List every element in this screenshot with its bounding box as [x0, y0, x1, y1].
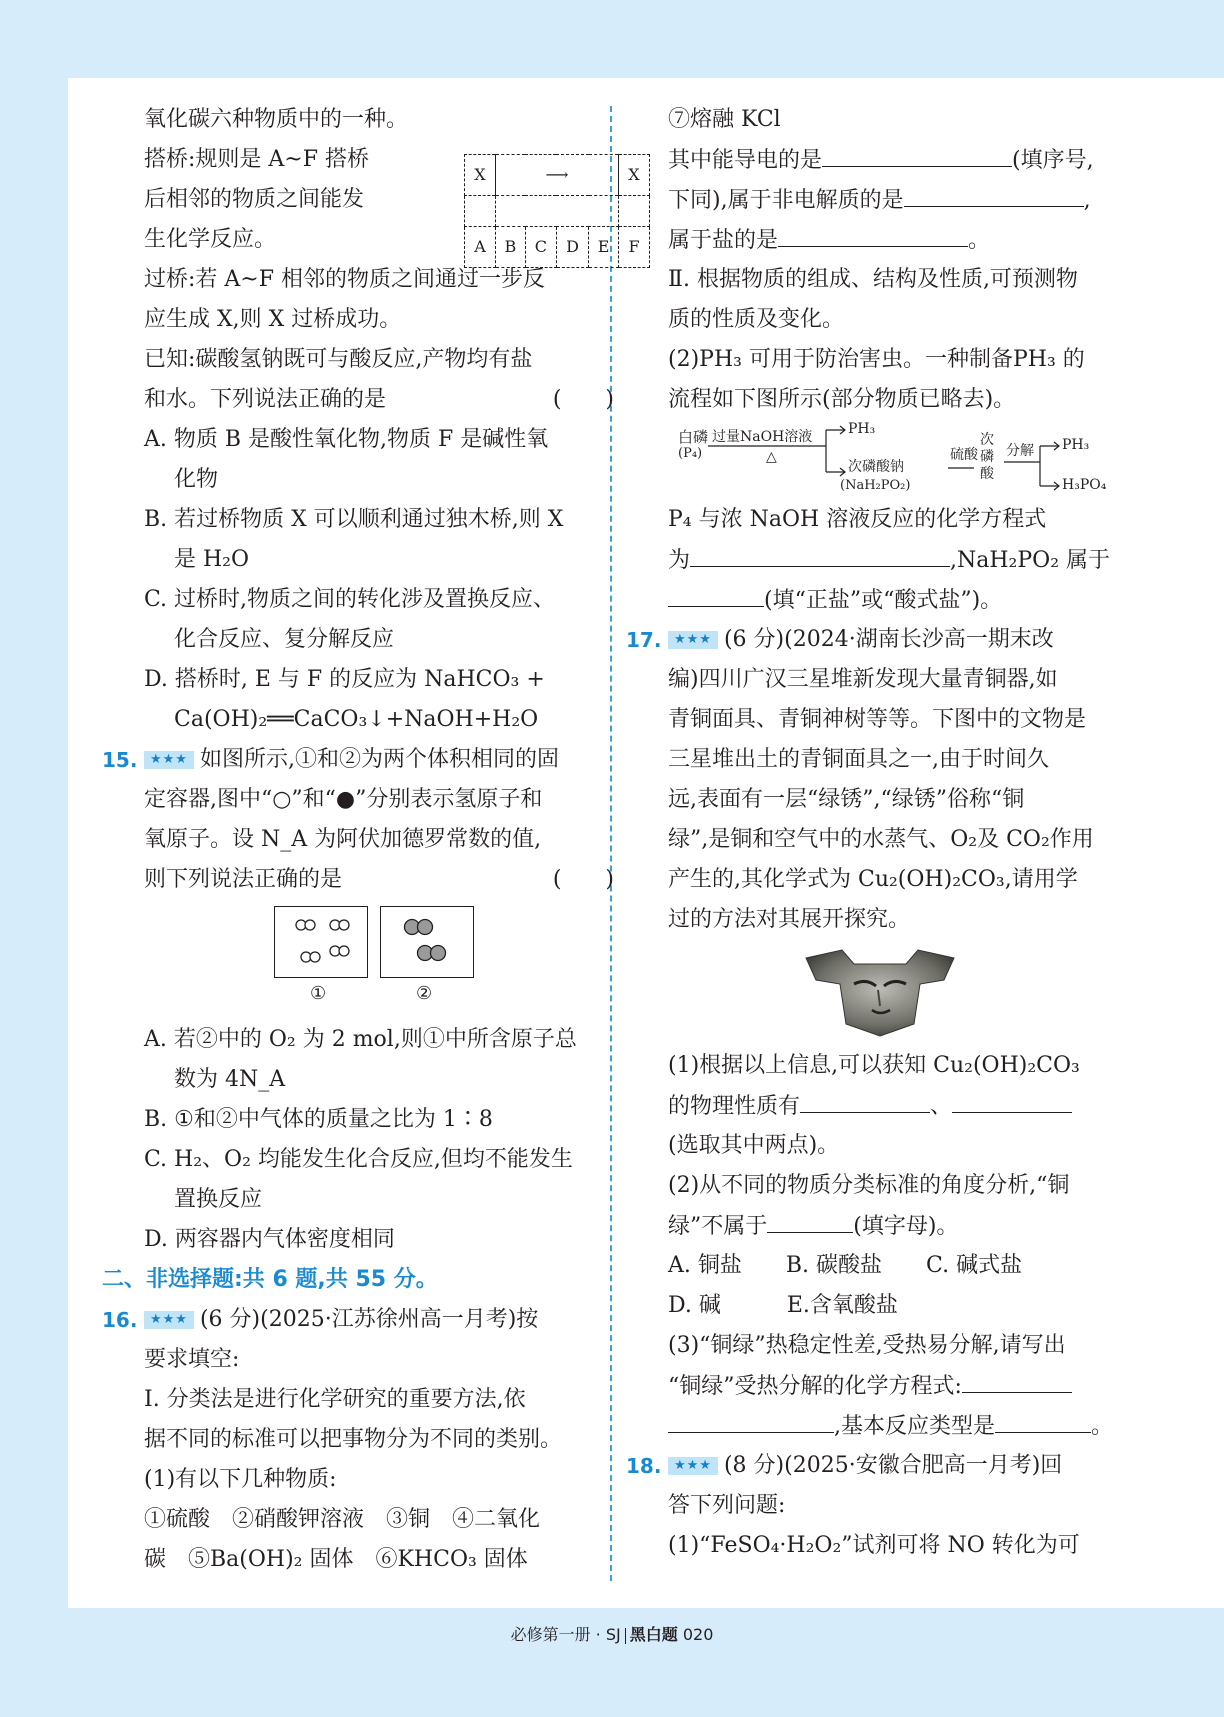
answer-blank[interactable] [690, 540, 950, 567]
difficulty-stars: ★★★ [668, 1457, 718, 1475]
answer-blank[interactable] [995, 1406, 1091, 1433]
bridge-cell: A [465, 227, 496, 268]
question-number: 15. [102, 748, 138, 772]
q18-text: (8 分)(2025·安徽合肥高一月考)回 [723, 1453, 1063, 1478]
answer-blank[interactable] [668, 1406, 834, 1433]
text-line: ⑦熔融 KCl [668, 107, 781, 132]
text-line: 搭桥:规则是 A~F 搭桥 [144, 147, 369, 172]
difficulty-stars: ★★★ [144, 751, 194, 769]
section-heading: 二、非选择题:共 6 题,共 55 分。 [102, 1267, 438, 1292]
question-stem: 则下列说法正确的是 [144, 867, 343, 892]
answer-blank[interactable] [778, 220, 968, 247]
text-line: (1)有以下几种物质: [144, 1467, 337, 1492]
page [68, 78, 1224, 1608]
text-fragment: 。 [1091, 1414, 1114, 1439]
text-line: ①硫酸 ②硝酸钾溶液 ③铜 ④二氧化 [144, 1507, 541, 1532]
figure-label-1: ① [310, 983, 327, 1004]
text-fragment: (填序号, [1012, 148, 1094, 173]
option-d: D. 两容器内气体密度相同 [144, 1227, 395, 1252]
answer-paren: ( ) [552, 867, 614, 892]
text-fragment: 属于盐的是 [668, 228, 779, 253]
difficulty-stars: ★★★ [668, 631, 718, 649]
question-number: 16. [102, 1308, 138, 1332]
question-number: 17. [626, 628, 662, 652]
q17-line [626, 620, 1194, 660]
text-line: 质的性质及变化。 [668, 307, 845, 332]
text-fragment: 下同),属于非电解质的是 [668, 188, 904, 213]
bronze-mask-icon [802, 940, 958, 1040]
text-line: 编)四川广汉三星堆新发现大量青铜器,如 [668, 667, 1058, 692]
book-title: 必修第一册 · SJ [510, 1625, 621, 1644]
text-line: 绿”,是铜和空气中的水蒸气、O₂及 CO₂作用 [668, 827, 1094, 852]
text-line: Ⅱ. 根据物质的组成、结构及性质,可预测物 [668, 267, 1078, 292]
text-fragment: 。 [968, 228, 991, 253]
bridge-cell: F [619, 227, 650, 268]
option-a-cont: 数为 4N_A [174, 1067, 286, 1092]
text-line: 过桥:若 A~F 相邻的物质之间通过一步反 [144, 267, 545, 292]
text-fragment: 的物理性质有 [668, 1094, 801, 1119]
text-line [668, 540, 1194, 580]
text-line: Ⅰ. 分类法是进行化学研究的重要方法,依 [144, 1387, 526, 1412]
flow-arrow-label: 硫酸 [950, 447, 978, 463]
text-line [668, 140, 1194, 180]
bronze-mask-figure [668, 940, 1194, 1046]
text-fragment: 绿”不属于 [668, 1214, 768, 1239]
text-line: 生化学反应。 [144, 227, 277, 252]
text-line [668, 1086, 1194, 1126]
hydrogen-molecules-icon [275, 907, 367, 977]
text-fragment: ,基本反应类型是 [834, 1414, 995, 1439]
text-line: 据不同的标准可以把事物分为不同的类别。 [144, 1427, 563, 1452]
container-2 [380, 906, 474, 978]
text-line: 应生成 X,则 X 过桥成功。 [144, 307, 402, 332]
text-fragment: (填“正盐”或“酸式盐”)。 [764, 588, 1003, 613]
text-line: 答下列问题: [668, 1493, 786, 1518]
text-line: 过的方法对其展开探究。 [668, 907, 911, 932]
option-d: D. 搭桥时, E 与 F 的反应为 NaHCO₃ + [144, 667, 545, 692]
bridge-cell: B [496, 227, 526, 268]
option-a: A. 物质 B 是酸性氧化物,物质 F 是碱性氧 [144, 427, 549, 452]
flow-arrow-label: 过量NaOH溶液 [712, 429, 813, 445]
text-fragment: 、 [930, 1094, 953, 1119]
option-c: C. 过桥时,物质之间的转化涉及置换反应、 [144, 587, 556, 612]
text-line: (1)“FeSO₄·H₂O₂”试剂可将 NO 转化为可 [668, 1533, 1080, 1558]
text-line: 三星堆出土的青铜面具之一,由于时间久 [668, 747, 1049, 772]
text-line [668, 220, 1194, 260]
text-line [668, 1366, 1194, 1406]
answer-blank[interactable] [800, 1086, 930, 1113]
text-line: (2)从不同的物质分类标准的角度分析,“铜 [668, 1173, 1070, 1198]
text-line: 青铜面具、青铜神树等等。下图中的文物是 [668, 707, 1087, 732]
footer-separator [625, 1628, 626, 1644]
text-fragment: “铜绿”受热分解的化学方程式: [668, 1374, 962, 1399]
q16-text: (6 分)(2025·江苏徐州高一月考)按 [199, 1307, 539, 1332]
flow-output-1: PH₃ [1062, 437, 1090, 453]
left-column [102, 100, 640, 1580]
text-line [668, 1406, 1194, 1446]
text-line: (选取其中两点)。 [668, 1133, 840, 1158]
answer-blank[interactable] [952, 1086, 1072, 1113]
difficulty-stars: ★★★ [144, 1311, 194, 1329]
text-line: 流程如下图所示(部分物质已略去)。 [668, 387, 1016, 412]
text-line [144, 380, 614, 420]
flow-product-2: 次磷酸钠 [848, 459, 904, 475]
q16-line [102, 1300, 614, 1340]
flow-diagram [668, 420, 1194, 500]
question-stem: 和水。下列说法正确的是 [144, 387, 387, 412]
text-line: 氧化碳六种物质中的一种。 [144, 107, 409, 132]
option-d-cont: Ca(OH)₂══CaCO₃↓+NaOH+H₂O [174, 707, 539, 732]
flow-start-formula: (P₄) [678, 446, 703, 461]
flow-output-2: H₃PO₄ [1062, 477, 1107, 493]
option-a: A. 若②中的 O₂ 为 2 mol,则①中所含原子总 [144, 1027, 577, 1052]
text-line: P₄ 与浓 NaOH 溶液反应的化学方程式 [668, 507, 1047, 532]
q18-line [626, 1446, 1194, 1486]
text-fragment: , [1083, 188, 1091, 213]
molecule-figure [144, 900, 614, 1020]
bridge-arrow: ⟶ [496, 155, 619, 196]
flow-arrow-condition: △ [766, 449, 777, 465]
answer-blank[interactable] [904, 180, 1084, 207]
text-line [144, 860, 614, 900]
text-line: (1)根据以上信息,可以获知 Cu₂(OH)₂CO₃ [668, 1053, 1080, 1078]
answer-blank[interactable] [767, 1206, 853, 1233]
figure-label-2: ② [416, 983, 433, 1004]
text-line: 后相邻的物质之间能发 [144, 187, 365, 212]
text-fragment: (填字母)。 [853, 1214, 959, 1239]
text-line: (3)“铜绿”热稳定性差,受热易分解,请写出 [668, 1333, 1066, 1358]
option-b: B. 若过桥物质 X 可以顺利通过独木桥,则 X [144, 507, 564, 532]
flow-product-1: PH₃ [848, 421, 876, 437]
option-c-cont: 置换反应 [174, 1187, 263, 1212]
text-line: 产生的,其化学式为 Cu₂(OH)₂CO₃,请用学 [668, 867, 1078, 892]
q15-line [102, 740, 614, 780]
answer-blank[interactable] [962, 1366, 1072, 1393]
bridge-cell: C [525, 227, 556, 268]
brand-name: 黑白题 [629, 1625, 678, 1644]
text-fragment: 其中能导电的是 [668, 148, 823, 173]
option-b: B. ①和②中气体的质量之比为 1∶8 [144, 1107, 493, 1132]
answer-blank[interactable] [668, 580, 764, 607]
options-row: D. 碱 E.含氧酸盐 [668, 1293, 898, 1318]
question-number: 18. [626, 1454, 662, 1478]
page-number: 020 [682, 1625, 714, 1644]
text-fragment: ,NaH₂PO₂ 属于 [950, 548, 1111, 573]
oxygen-molecules-icon [381, 907, 473, 977]
flow-arrow-label: 分解 [1006, 443, 1034, 459]
q15-text: 如图所示,①和②为两个体积相同的固 [199, 747, 559, 772]
bridge-x-right: X [619, 155, 650, 196]
option-c: C. H₂、O₂ 均能发生化合反应,但均不能发生 [144, 1147, 573, 1172]
text-line: 碳 ⑤Ba(OH)₂ 固体 ⑥KHCO₃ 固体 [144, 1547, 528, 1572]
options-row: A. 铜盐 B. 碳酸盐 C. 碱式盐 [668, 1253, 1023, 1278]
answer-blank[interactable] [822, 140, 1012, 167]
text-fragment: 为 [668, 548, 691, 573]
option-a-cont: 化物 [174, 467, 219, 492]
page-footer [0, 1610, 1224, 1660]
container-1 [274, 906, 368, 978]
bridge-cell: E [589, 227, 619, 268]
text-line [668, 1206, 1194, 1246]
text-line [668, 580, 1194, 620]
text-line: 要求填空: [144, 1347, 240, 1372]
text-line: (2)PH₃ 可用于防治害虫。一种制备PH₃ 的 [668, 347, 1085, 372]
text-line: 远,表面有一层“绿锈”,“绿锈”俗称“铜 [668, 787, 1025, 812]
answer-paren: ( ) [552, 387, 614, 412]
q17-text: (6 分)(2024·湖南长沙高一期末改 [723, 627, 1054, 652]
flow-start: 白磷 [678, 428, 709, 446]
right-column [626, 100, 1194, 1566]
text-line: 氧原子。设 N_A 为阿伏加德罗常数的值, [144, 827, 542, 852]
text-line [668, 180, 1194, 220]
flow-product-2-formula: (NaH₂PO₂) [840, 478, 911, 493]
bridge-x-left: X [465, 155, 496, 196]
flow-intermediate: 次磷酸 [980, 432, 994, 482]
text-line: 定容器,图中“○”和“●”分别表示氢原子和 [144, 787, 543, 812]
bridge-cell: D [556, 227, 588, 268]
text-line: 已知:碳酸氢钠既可与酸反应,产物均有盐 [144, 347, 533, 372]
bridge-diagram [464, 154, 650, 268]
option-c-cont: 化合反应、复分解反应 [174, 627, 395, 652]
option-b-cont: 是 H₂O [174, 547, 250, 572]
